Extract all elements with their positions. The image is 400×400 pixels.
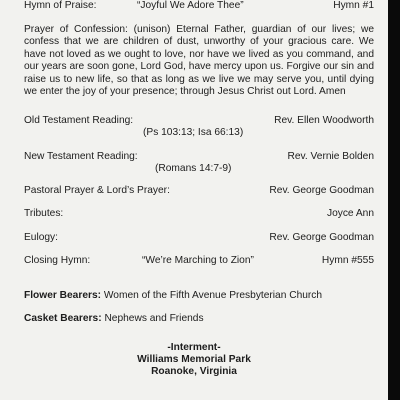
new-testament-label: New Testament Reading: <box>24 151 138 162</box>
closing-hymn-number: Hymn #555 <box>321 255 374 266</box>
hymn-of-praise-number: Hymn #1 <box>333 0 374 11</box>
closing-hymn-label: Closing Hymn: <box>24 255 91 266</box>
interment-heading: -Interment- <box>167 342 221 353</box>
tributes-label: Tributes: <box>24 208 64 219</box>
prayer-of-confession: Prayer of Confession: (unison) Eternal Father, guardian of our lives; we confess that we are children of dust, unworthy of your gracious care. We have not loved as we ought to love, nor have we lived as you command, and our years are soon gone, Lord God, have mercy upon us. Forgive our sin and raise us to new life, so that as long as we live we may serve you, until dying we enter the joy of your presence; through Jesus Christ out Lord. Amen <box>24 24 374 98</box>
flower-bearers-row <box>24 290 374 302</box>
hymn-of-praise-label: Hymn of Praise: <box>24 0 97 11</box>
tributes-by: Joyce Ann <box>326 208 374 219</box>
new-testament-scripture: (Romans 14:7-9) <box>155 163 232 174</box>
hymn-of-praise-title: “Joyful We Adore Thee” <box>137 0 244 11</box>
old-testament-reader: Rev. Ellen Woodworth <box>274 115 374 126</box>
old-testament-scripture: (Ps 103:13; Isa 66:13) <box>143 127 244 138</box>
new-testament-reader: Rev. Vernie Bolden <box>287 151 374 162</box>
casket-bearers-label: Casket Bearers: <box>24 313 102 324</box>
flower-bearers-label: Flower Bearers: <box>24 290 102 301</box>
pastoral-prayer-leader: Rev. George Goodman <box>269 185 374 196</box>
casket-bearers-value: Nephews and Friends <box>104 313 204 324</box>
closing-hymn-title: “We’re Marching to Zion” <box>142 255 254 266</box>
eulogy-label: Eulogy: <box>24 232 58 243</box>
flower-bearers-value: Women of the Fifth Avenue Presbyterian Church <box>103 290 323 301</box>
old-testament-label: Old Testament Reading: <box>24 115 134 126</box>
pastoral-prayer-label: Pastoral Prayer & Lord’s Prayer: <box>24 185 170 196</box>
interment-place: Williams Memorial Park <box>137 354 251 365</box>
interment-city: Roanoke, Virginia <box>151 366 237 377</box>
eulogy-by: Rev. George Goodman <box>269 232 374 243</box>
casket-bearers-row <box>24 313 374 325</box>
